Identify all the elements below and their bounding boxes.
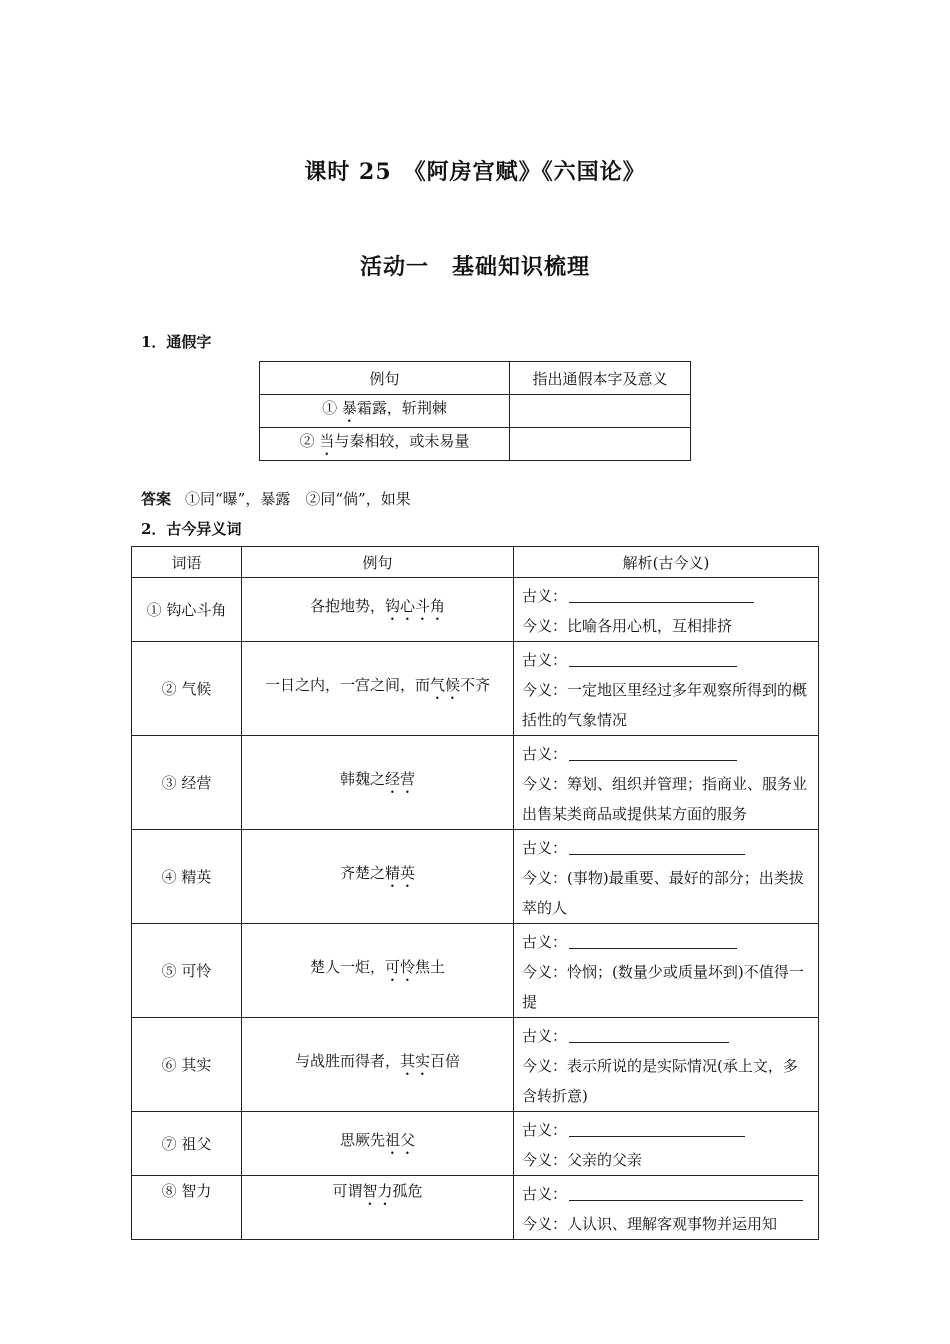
table-header: 词语 [132, 547, 242, 578]
table-row [132, 642, 819, 736]
analysis-cell: 古义： 今义：父亲的父亲 [514, 1112, 819, 1176]
table-row [132, 924, 819, 1018]
word-cell: ⑦ 祖父 [132, 1112, 242, 1176]
example-cell: 韩魏之经营 [242, 736, 514, 830]
analysis-cell: 古义： 今义：比喻各用心机，互相排挤 [514, 578, 819, 642]
table-row [260, 428, 691, 461]
answer-cell[interactable] [510, 428, 691, 461]
example-cell: 楚人一炬，可怜焦土 [242, 924, 514, 1018]
analysis-cell: 古义： 今义：怜悯；(数量少或质量坏到)不值得一提 [514, 924, 819, 1018]
example-cell: 与战胜而得者，其实百倍 [242, 1018, 514, 1112]
tongjiazi-table [259, 361, 691, 461]
word-cell: ⑥ 其实 [132, 1018, 242, 1112]
analysis-cell: 古义： 今义：一定地区里经过多年观察所得到的概括性的气象情况 [514, 642, 819, 736]
word-cell: ④ 精英 [132, 830, 242, 924]
table-row [132, 1176, 819, 1240]
table-row [132, 1018, 819, 1112]
table-header: 例句 [260, 362, 510, 395]
fill-blank[interactable] [569, 1184, 803, 1201]
word-cell: ⑧ 智力 [132, 1176, 242, 1240]
example-cell: 各抱地势，钩心斗角 [242, 578, 514, 642]
example-cell: 一日之内，一宫之间，而气候不齐 [242, 642, 514, 736]
heading-tongjiazi: 1．通假字 [141, 333, 212, 351]
fill-blank[interactable] [569, 586, 754, 603]
answer-text: ①同“曝”，暴露 ②同“倘”，如果 [185, 490, 411, 508]
table-row [260, 395, 691, 428]
analysis-cell: 古义： 今义：表示所说的是实际情况(承上文，多含转折意) [514, 1018, 819, 1112]
answer-cell[interactable] [510, 395, 691, 428]
table-row [132, 1112, 819, 1176]
fill-blank[interactable] [569, 1120, 745, 1137]
example-cell: 齐楚之精英 [242, 830, 514, 924]
table-header: 解析(古今义) [514, 547, 819, 578]
table-row [132, 830, 819, 924]
example-sentence: ② 当与秦相较，或未易量 [260, 428, 510, 461]
table-row [132, 736, 819, 830]
table-header: 例句 [242, 547, 514, 578]
example-cell: 可谓智力孤危 [242, 1176, 514, 1240]
gujinyiyi-table [131, 546, 819, 1240]
answer-label: 答案 [141, 490, 172, 508]
fill-blank[interactable] [569, 838, 745, 855]
section-title: 活动一 基础知识梳理 [359, 254, 590, 280]
example-sentence: ① 暴霜露，斩荆棘 [260, 395, 510, 428]
word-cell: ① 钩心斗角 [132, 578, 242, 642]
analysis-cell: 古义： 今义：(事物)最重要、最好的部分；出类拔萃的人 [514, 830, 819, 924]
page-title: 课时 25 《阿房宫赋》《六国论》 [304, 159, 646, 185]
analysis-cell: 古义： 今义：人认识、理解客观事物并运用知 [514, 1176, 819, 1240]
word-cell: ⑤ 可怜 [132, 924, 242, 1018]
table-header: 指出通假本字及意义 [510, 362, 691, 395]
analysis-cell: 古义： 今义：筹划、组织并管理；指商业、服务业出售某类商品或提供某方面的服务 [514, 736, 819, 830]
answer [141, 488, 411, 509]
heading-gujinyiyi: 2．古今异义词 [141, 520, 242, 538]
word-cell: ② 气候 [132, 642, 242, 736]
example-cell: 思厥先祖父 [242, 1112, 514, 1176]
fill-blank[interactable] [569, 932, 737, 949]
fill-blank[interactable] [569, 650, 737, 667]
fill-blank[interactable] [569, 1026, 729, 1043]
fill-blank[interactable] [569, 744, 737, 761]
word-cell: ③ 经营 [132, 736, 242, 830]
table-row [132, 578, 819, 642]
